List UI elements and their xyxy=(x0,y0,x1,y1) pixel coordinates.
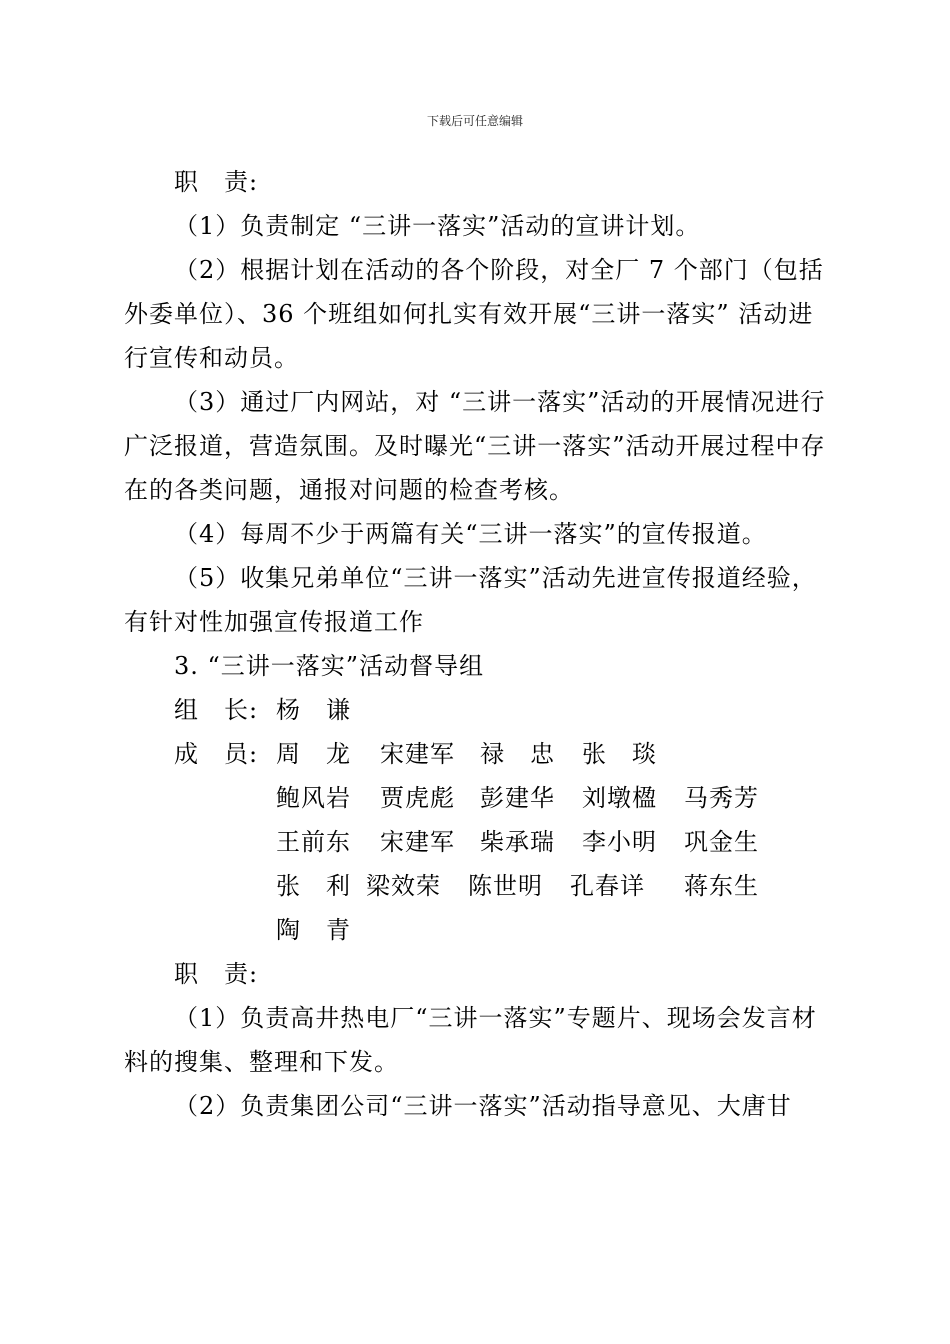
document-body xyxy=(124,160,836,1128)
duty-heading-2: 职 责: xyxy=(174,960,259,988)
duty-item-5: （5）收集兄弟单位“三讲一落实”活动先进宣传报道经验，有针对性加强宣传报道工作 xyxy=(124,564,817,636)
member-name: 彭建华 xyxy=(480,784,555,812)
member-name: 孔春详 xyxy=(570,872,645,900)
member-name: 张 利 xyxy=(276,872,351,900)
members-row-2 xyxy=(124,776,836,820)
member-name: 陶 青 xyxy=(276,916,351,944)
leader-row xyxy=(124,688,836,732)
member-name: 柴承瑞 xyxy=(480,828,555,856)
members-row-1 xyxy=(124,732,836,776)
members-label: 成 员: xyxy=(174,740,259,768)
member-name: 宋建军 xyxy=(380,740,455,768)
members-row-3 xyxy=(124,820,836,864)
member-name: 马秀芳 xyxy=(684,784,759,812)
member-name: 梁效荣 xyxy=(366,872,441,900)
member-name: 巩金生 xyxy=(684,828,759,856)
duty-heading: 职 责: xyxy=(174,168,259,196)
members-row-4 xyxy=(124,864,836,908)
header-note: 下载后可任意编辑 xyxy=(426,114,523,128)
duty-item-4: （4）每周不少于两篇有关“三讲一落实”的宣传报道。 xyxy=(174,520,767,548)
member-name: 鲍风岩 xyxy=(276,784,351,812)
member-name: 蒋东生 xyxy=(684,872,759,900)
members-row-5 xyxy=(124,908,836,952)
member-name: 刘墩楹 xyxy=(582,784,657,812)
member-name: 贾虎彪 xyxy=(380,784,455,812)
member-name: 张 琰 xyxy=(582,740,657,768)
supervision-duty-1: （1）负责高井热电厂“三讲一落实”专题片、现场会发言材料的搜集、整理和下发。 xyxy=(124,1004,817,1076)
member-name: 宋建军 xyxy=(380,828,455,856)
duty-item-3: （3）通过厂内网站，对 “三讲一落实”活动的开展情况进行广泛报道，营造氛围。及时曝光“三讲一落实”活动开展过程中存在的各类问题，通报对问题的检查考核。 xyxy=(124,388,826,504)
section-heading-3: 3. “三讲一落实”活动督导组 xyxy=(174,652,485,680)
member-name: 王前东 xyxy=(276,828,351,856)
member-name: 陈世明 xyxy=(468,872,543,900)
member-name: 禄 忠 xyxy=(480,740,555,768)
leader-name: 杨 谦 xyxy=(276,696,351,724)
duty-item-1: （1）负责制定 “三讲一落实”活动的宣讲计划。 xyxy=(174,212,701,240)
member-name: 李小明 xyxy=(582,828,657,856)
member-name: 周 龙 xyxy=(276,740,351,768)
leader-label: 组 长: xyxy=(174,696,259,724)
duty-item-2: （2）根据计划在活动的各个阶段，对全厂 7 个部门（包括外委单位）、36 个班组如何扎实有效开展“三讲一落实” 活动进行宣传和动员。 xyxy=(124,256,824,372)
supervision-duty-2: （2）负责集团公司“三讲一落实”活动指导意见、大唐甘 xyxy=(174,1092,792,1120)
